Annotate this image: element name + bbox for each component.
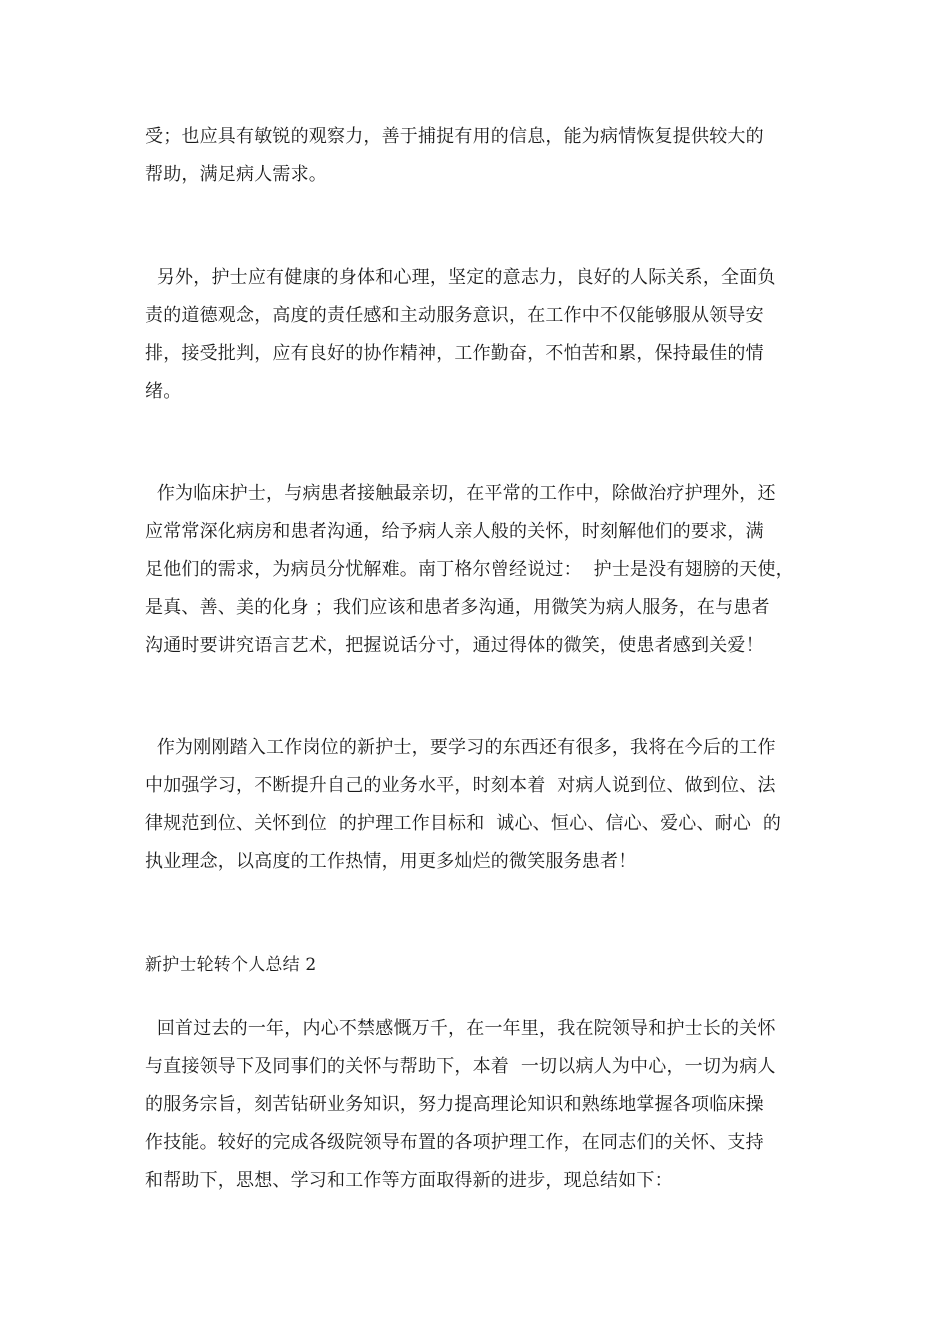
paragraph-5-line-2: 与直接领导下及同事们的关怀与帮助下，本着 一切以病人为中心，一切为病人: [145, 1056, 776, 1077]
paragraph-5-line-4: 作技能。较好的完成各级院领导布置的各项护理工作，在同志们的关怀、支持: [145, 1132, 764, 1153]
paragraph-4-line-4: 执业理念，以高度的工作热情，用更多灿烂的微笑服务患者！: [145, 851, 637, 872]
paragraph-3-line-5: 沟通时要讲究语言艺术，把握说话分寸，通过得体的微笑，使患者感到关爱！: [145, 635, 764, 656]
paragraph-4-line-3: 律规范到位、关怀到位 的护理工作目标和 诚心、恒心、信心、爱心、耐心 的: [145, 813, 782, 834]
paragraph-3-line-1: 作为临床护士，与病患者接触最亲切，在平常的工作中，除做治疗护理外，还: [145, 483, 776, 504]
paragraph-1-line-1: 受；也应具有敏锐的观察力，善于捕捉有用的信息，能为病情恢复提供较大的: [145, 126, 764, 147]
paragraph-3-line-2: 应常常深化病房和患者沟通，给予病人亲人般的关怀，时刻解他们的要求，满: [145, 521, 764, 542]
section-heading: 新护士轮转个人总结 2: [145, 955, 317, 975]
paragraph-4-line-2: 中加强学习，不断提升自己的业务水平，时刻本着 对病人说到位、做到位、法: [145, 775, 776, 796]
paragraph-5-line-1: 回首过去的一年，内心不禁感慨万千，在一年里，我在院领导和护士长的关怀: [145, 1018, 776, 1039]
paragraph-2-line-3: 排，接受批判，应有良好的协作精神，工作勤奋，不怕苦和累，保持最佳的情: [145, 343, 764, 364]
paragraph-4-line-1: 作为刚刚踏入工作岗位的新护士，要学习的东西还有很多，我将在今后的工作: [145, 737, 776, 758]
paragraph-2-line-2: 责的道德观念，高度的责任感和主动服务意识，在工作中不仅能够服从领导安: [145, 305, 764, 326]
paragraph-2-line-1: 另外，护士应有健康的身体和心理，坚定的意志力，良好的人际关系，全面负: [145, 267, 776, 288]
paragraph-3-line-3: 足他们的需求，为病员分忧解难。南丁格尔曾经说过： 护士是没有翅膀的天使，: [145, 559, 794, 580]
paragraph-5-line-3: 的服务宗旨，刻苦钻研业务知识，努力提高理论知识和熟练地掌握各项临床操: [145, 1094, 764, 1115]
paragraph-5-line-5: 和帮助下，思想、学习和工作等方面取得新的进步，现总结如下：: [145, 1170, 673, 1191]
paragraph-3-line-4: 是真、善、美的化身 ；我们应该和患者多沟通，用微笑为病人服务，在与患者: [145, 597, 770, 618]
paragraph-2-line-4: 绪。: [145, 381, 182, 402]
paragraph-1-line-2: 帮助，满足病人需求。: [145, 164, 327, 185]
